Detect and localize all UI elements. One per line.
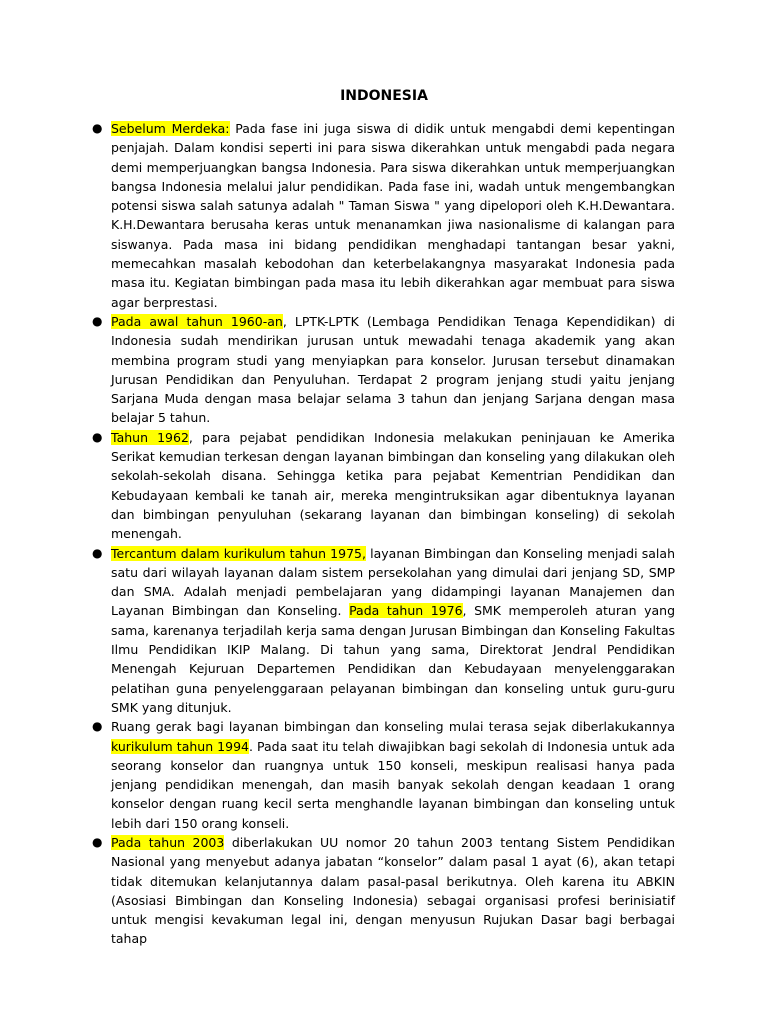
bullet-icon: ● xyxy=(92,121,103,135)
list-item xyxy=(84,312,675,428)
paragraph-text: Pada fase ini juga siswa di didik untuk mengabdi demi kepentingan penjajah. Dalam kondisi seperti ini para siswa dikerahkan untuk mengabdi pada negara demi memperjuangkan bangsa Indonesia. Para siswa dikerahkan untuk memperjuangkan bangsa Indonesia melalui jalur pendidikan. Pada fase ini, wadah untuk mengembangkan potensi siswa salah satunya adalah " Taman Siswa " yang dipelopori oleh K.H.Dewantara. K.H.Dewantara berusaha keras untuk menanamkan jiwa nasionalisme di kalangan para siswanya. Pada masa ini bidang pendidikan menghadapi tantangan besar yakni, memecahkan masalah kebodohan dan keterbelakangnya masyarakat Indonesia pada masa itu. Kegiatan bimbingan pada masa itu lebih dikerahkan agar membuat para siswa agar berprestasi. xyxy=(111,121,675,310)
list-item xyxy=(84,544,675,718)
list-item xyxy=(84,833,675,949)
highlighted-text: kurikulum tahun 1994 xyxy=(111,738,249,754)
highlighted-text: Pada awal tahun 1960-an xyxy=(111,313,283,329)
highlighted-text: Pada tahun 1976 xyxy=(349,603,463,619)
bullet-icon: ● xyxy=(92,719,103,734)
highlighted-text: Sebelum Merdeka: xyxy=(111,121,230,136)
highlighted-text: Pada tahun 2003 xyxy=(111,834,225,850)
document-title: INDONESIA xyxy=(340,88,428,104)
list-item xyxy=(84,119,675,312)
bullet-icon: ● xyxy=(92,834,103,849)
paragraph-text: , para pejabat pendidikan Indonesia melakukan peninjauan ke Amerika Serikat kemudian terkesan dengan layanan bimbingan dan konseling yang dilakukan oleh sekolah-sekolah disana. Sehingga ketika para pejabat Kementrian Pendidikan dan Kebudayaan kembali ke tanah air, mereka mengintruksikan agar dibentuknya layanan dan bimbingan penyuluhan (sekarang layanan dan bimbingan konseling) di sekolah menengah. xyxy=(111,429,675,542)
highlighted-text: Tercantum dalam kurikulum tahun 1975, xyxy=(111,545,366,561)
bullet-list xyxy=(84,119,675,949)
highlighted-text: Tahun 1962 xyxy=(111,429,189,445)
bullet-icon: ● xyxy=(92,429,103,444)
paragraph-text: , SMK memperoleh aturan yang sama, karenanya terjadilah kerja sama dengan Jurusan Bimbingan dan Konseling Fakultas Ilmu Pendidikan IKIP Malang. Di tahun yang sama, Direktorat Jendral Pendidikan Menengah Kejuruan Departemen Pendidikan dan Kebudayaan menyelenggarakan pelatihan guna penyelenggaraan pelayanan bimbingan dan konseling untuk guru-guru SMK yang ditunjuk. xyxy=(111,603,675,715)
list-item xyxy=(84,428,675,544)
paragraph-text: diberlakukan UU nomor 20 tahun 2003 tentang Sistem Pendidikan Nasional yang menyebut adanya jabatan “konselor” dalam pasal 1 ayat (6), akan tetapi tidak ditemukan kelanjutannya dalam pasal-pasal berikutnya. Oleh karena itu ABKIN (Asosiasi Bimbingan dan Konseling Indonesia) sebagai organisasi profesi berinisiatif untuk mengisi kevakuman legal ini, dengan menyusun Rujukan Dasar bagi berbagai tahap xyxy=(111,834,675,947)
list-item xyxy=(84,717,675,833)
paragraph-text: . Pada saat itu telah diwajibkan bagi sekolah di Indonesia untuk ada seorang konselor dan ruangnya untuk 150 konseli, meskipun realisasi hanya pada jenjang pendidikan menengah, dan masih banyak sekolah dengan keadaan 1 orang konselor dengan ruang kecil serta menghandle layanan bimbingan dan konseling untuk lebih dari 150 orang konseli. xyxy=(111,738,675,831)
bullet-icon: ● xyxy=(92,313,103,328)
paragraph-text: , LPTK-LPTK (Lembaga Pendidikan Tenaga Kependidikan) di Indonesia sudah mendirikan jurusan untuk mewadahi tenaga akademik yang akan membina program studi yang menyiapkan para konselor. Jurusan tersebut dinamakan Jurusan Pendidikan dan Penyuluhan. Terdapat 2 program jenjang studi yaitu jenjang Sarjana Muda dengan masa belajar selama 3 tahun dan jenjang Sarjana dengan masa belajar 5 tahun. xyxy=(111,313,675,426)
bullet-icon: ● xyxy=(92,545,103,560)
paragraph-text: layanan Bimbingan dan Konseling menjadi salah satu dari wilayah layanan dalam sistem persekolahan yang dimulai dari jenjang SD, SMP dan SMA. Adalah menjadi pembelajaran yang didampingi layanan Manajemen dan Layanan Bimbingan dan Konseling. xyxy=(111,545,675,619)
paragraph-text: Ruang gerak bagi layanan bimbingan dan konseling mulai terasa sejak diberlakukannya xyxy=(111,719,675,735)
